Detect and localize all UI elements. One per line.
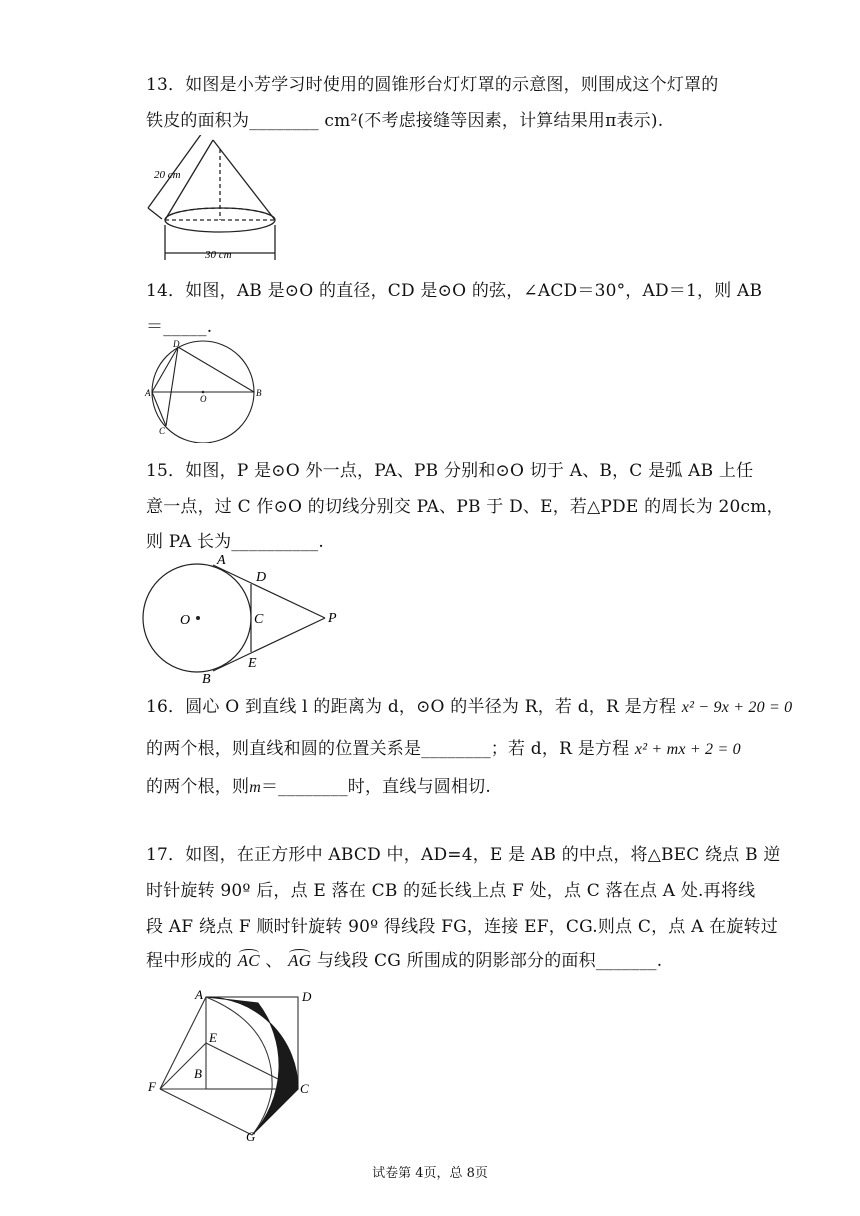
- q16-line-2-text: 的两个根，则直线和圆的位置关系是________；若 d，R 是方程: [146, 739, 630, 759]
- q17-line-4-post: 与线段 CG 所围成的阴影部分的面积_______.: [316, 951, 663, 971]
- q16-line-3-post: ＝________时，直线与圆相切.: [260, 777, 491, 797]
- q17-line-2: 时针旋转 90º 后，点 E 落在 CB 的延长线上点 F 处，点 C 落在点 A 处.再将线: [146, 881, 756, 901]
- q17-label-a: A: [195, 987, 203, 1002]
- q16-equation-2: x² + mx + 2 = 0: [634, 741, 741, 758]
- q14-label-o: O: [200, 394, 207, 404]
- q13-slant-label: 20 cm: [154, 169, 181, 181]
- q13-diameter-label: 30 cm: [205, 249, 232, 261]
- q14-label-c: C: [159, 426, 166, 436]
- q15-label-a: A: [217, 553, 226, 568]
- q17-separator: 、: [265, 951, 283, 971]
- q17-line-4-pre: 程中形成的: [146, 951, 232, 971]
- q14-line-2: ＝_____.: [146, 317, 213, 337]
- q16-line-3: [146, 772, 491, 797]
- q15-line-1: 15．如图，P 是⊙O 外一点，PA、PB 分别和⊙O 切于 A、B，C 是弧 AB 上任: [146, 461, 754, 481]
- q13-line-2: 铁皮的面积为________ cm²(不考虑接缝等因素，计算结果用π表示).: [146, 111, 664, 131]
- q15-label-d: D: [256, 570, 267, 585]
- q15-label-p: P: [328, 611, 337, 626]
- q16-line-2: [146, 734, 741, 759]
- q17-label-f: F: [148, 1079, 156, 1094]
- q15-label-c: C: [254, 612, 264, 627]
- q16-equation-1: x² − 9x + 20 = 0: [681, 699, 793, 716]
- q17-line-1: 17．如图，在正方形中 ABCD 中，AD=4，E 是 AB 的中点，将△BEC 绕点 B 逆: [146, 845, 781, 865]
- q17-label-b: B: [194, 1066, 202, 1081]
- q15-line-3: 则 PA 长为__________.: [146, 532, 324, 552]
- q15-label-b: B: [202, 672, 211, 685]
- page-footer: 试卷第 4页，总 8页: [372, 1166, 488, 1181]
- q15-label-e: E: [248, 656, 257, 671]
- q14-label-a: A: [145, 388, 151, 398]
- q14-circle-figure: [140, 338, 270, 443]
- q17-arc-ag: AG: [288, 951, 312, 970]
- q16-m-variable: m: [249, 779, 261, 796]
- q15-line-2: 意一点，过 C 作⊙O 的切线分别交 PA、PB 于 D、E，若△PDE 的周长为 20cm，: [146, 497, 784, 517]
- q17-square-figure: [140, 985, 330, 1145]
- q17-line-4: [146, 946, 662, 971]
- q14-label-d: D: [173, 339, 180, 349]
- q14-label-b: B: [256, 388, 262, 398]
- q15-tangent-figure: [140, 550, 350, 685]
- q17-label-e: E: [209, 1030, 217, 1045]
- q13-lampshade-figure: [140, 135, 290, 270]
- q16-line-3-pre: 的两个根，则: [146, 777, 250, 797]
- q17-label-c: C: [300, 1081, 309, 1096]
- q14-line-1: 14．如图，AB 是⊙O 的直径，CD 是⊙O 的弦，∠ACD＝30°，AD＝1，则 AB: [146, 281, 763, 301]
- q13-line-1: 13．如图是小芳学习时使用的圆锥形台灯灯罩的示意图，则围成这个灯罩的: [146, 75, 719, 95]
- q15-label-o: O: [180, 613, 191, 628]
- q17-label-g: G: [246, 1129, 256, 1144]
- q16-line-1-text: 16．圆心 O 到直线 l 的距离为 d，⊙O 的半径为 R，若 d，R 是方程: [146, 697, 677, 717]
- q17-arc-ac: AC: [237, 951, 260, 970]
- q17-line-3: 段 AF 绕点 F 顺时针旋转 90º 得线段 FG，连接 EF，CG.则点 C，点 A 在旋转过: [146, 917, 778, 937]
- q16-line-1: [146, 692, 792, 717]
- q17-label-d: D: [302, 989, 312, 1004]
